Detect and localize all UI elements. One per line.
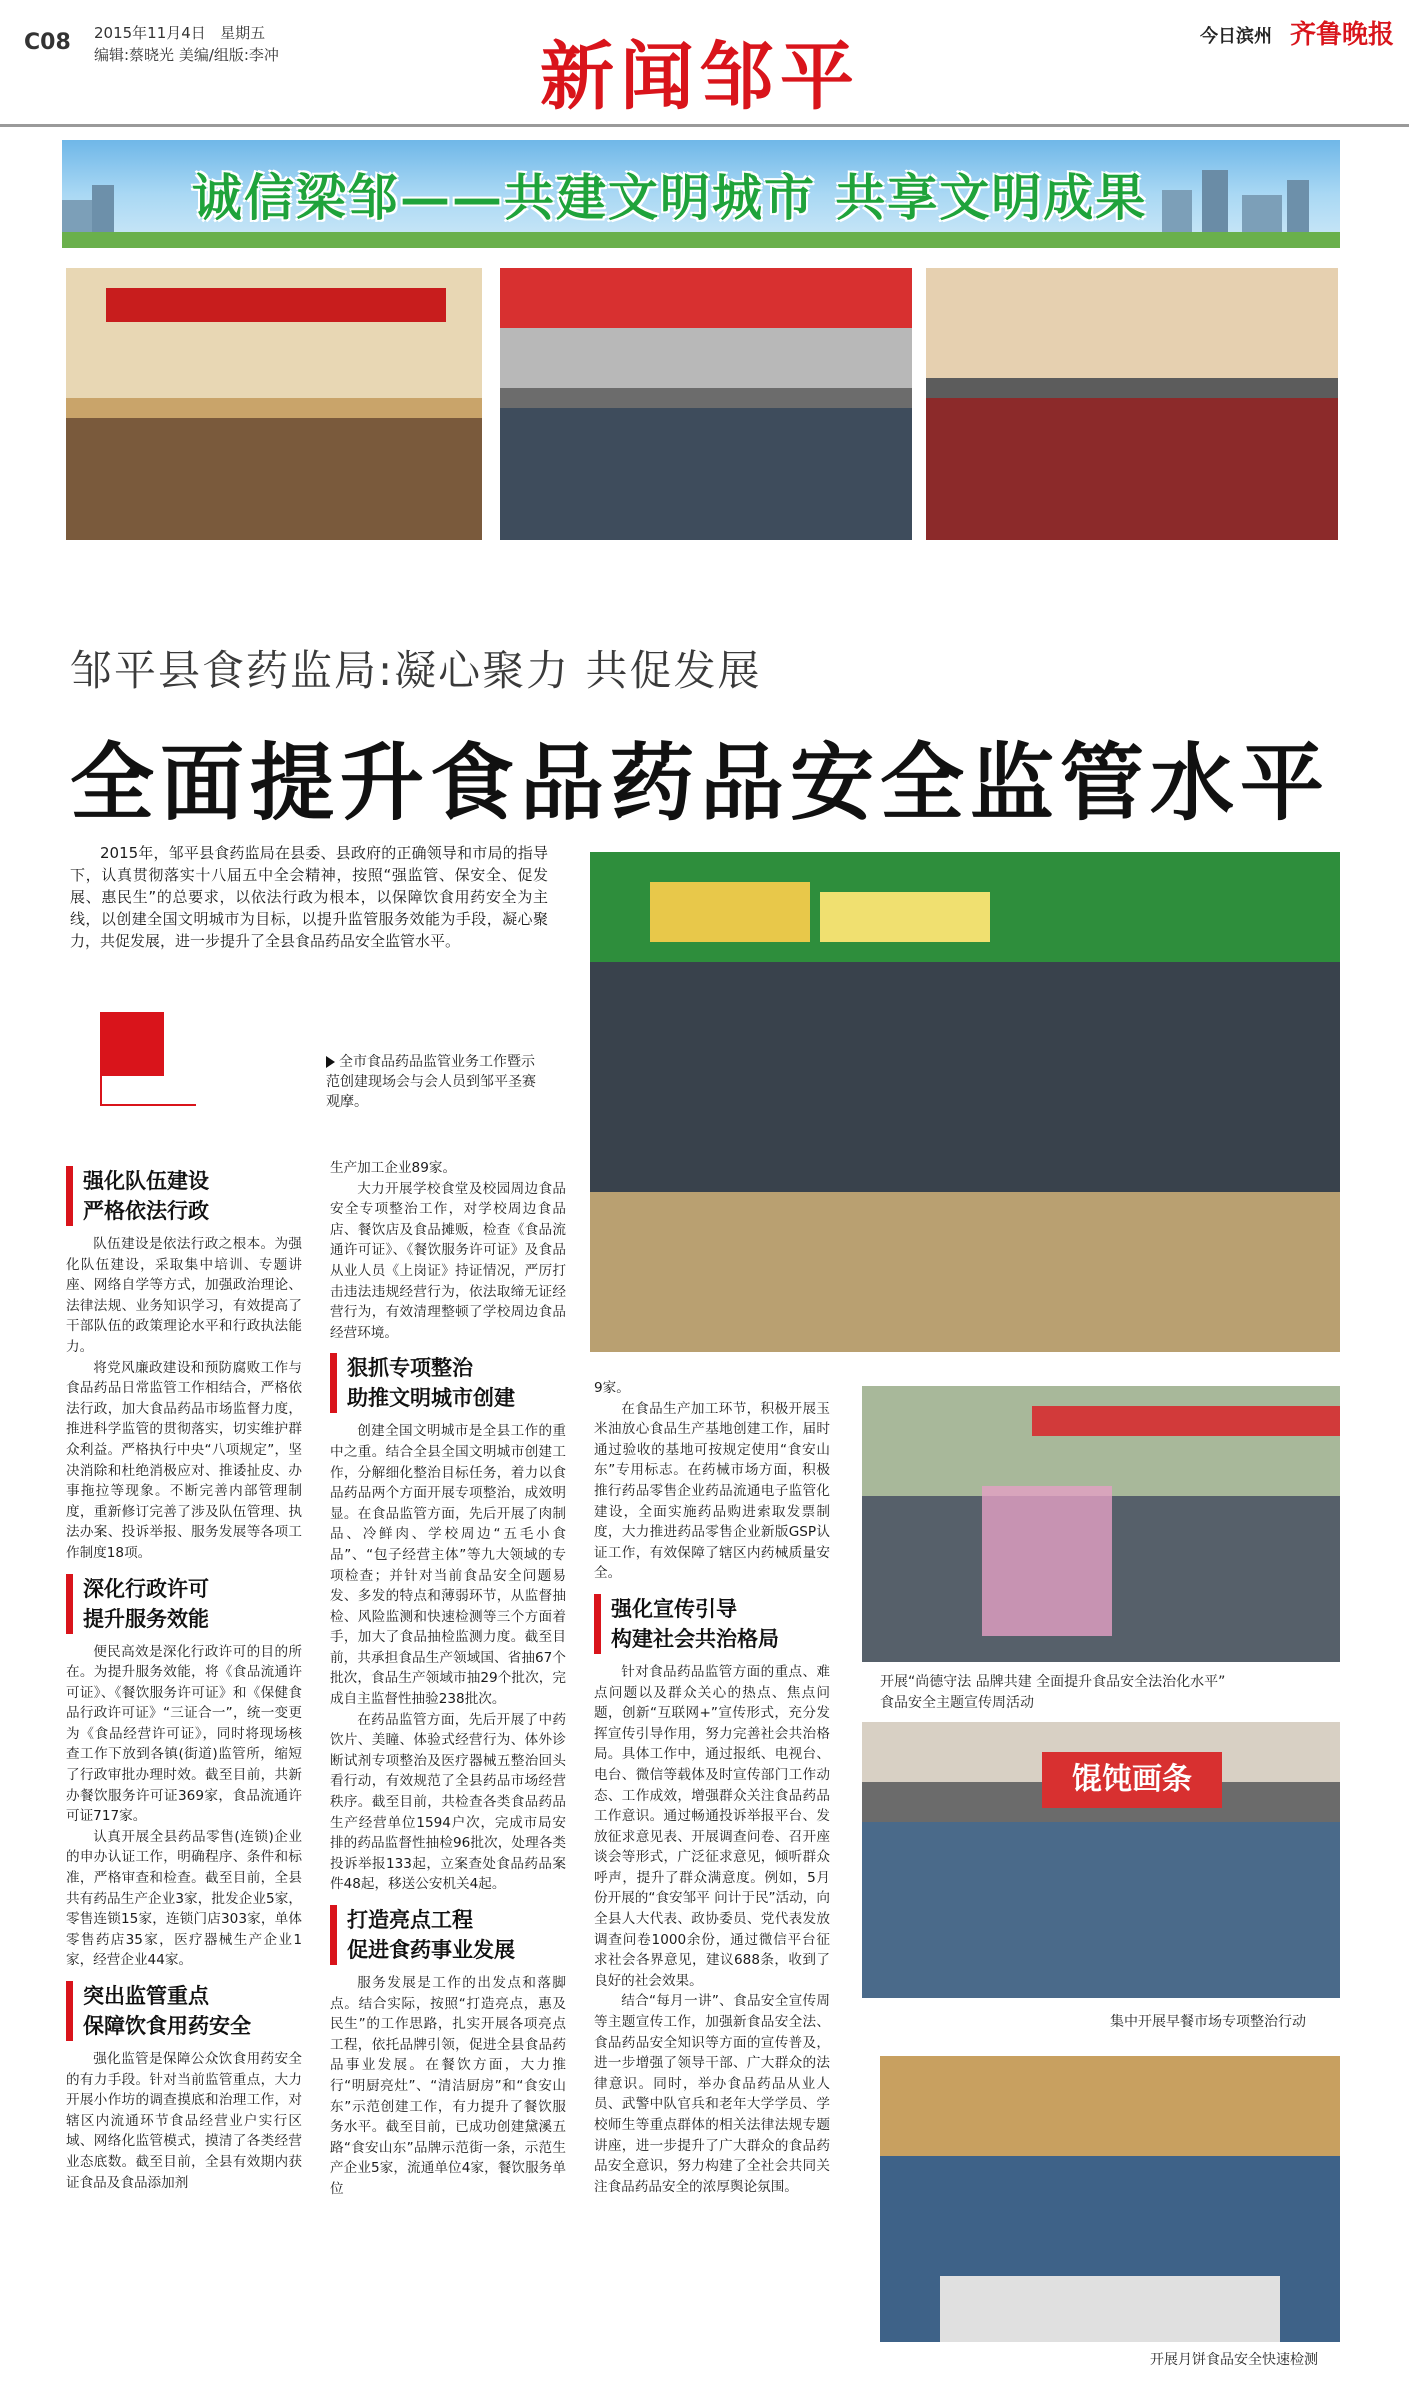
banner-slogan: 诚信梁邹——共建文明城市 共享文明成果 [192,168,1148,227]
photo-banner-sign [936,318,1328,342]
article-subtitle: 邹平县食药监局:凝心聚力 共促发展 [70,646,762,695]
paragraph: 在食品生产加工环节，积极开展玉米油放心食品生产基地创建工作，届时通过验收的基地可按规定使用“食安山东”专用标志。在药械市场方面，积极推行药品零售企业药品流通电子监管化建设，全面实施药品购进索取发票制度，大力推进药品零售企业新版GSP认证工作，有效保障了辖区内药械质量安全。 [594,1400,830,1582]
photo-market-inspection [590,852,1340,1352]
article-column-1 [66,1166,302,2193]
newspaper-logo: 齐鲁晚报 [1290,20,1395,50]
decorative-red-square [100,1012,164,1076]
paragraph: 9家。 [594,1380,630,1396]
slogan-banner [62,140,1340,248]
paragraph: 在药品监管方面，先后开展了中药饮片、美瞳、体验式经营行为、体外诊断试剂专项整治及医疗器械五整治回头看行动，有效规范了全县药品市场经营秩序。截至目前，共检查各类食品药品生产经营单位1594户次，完成市局安排的药品监督性抽检96批次，处理各类投诉举报133起，立案查处食品药品案件48起，移送公安机关4起。 [330,1711,566,1893]
decorative-frame [100,1076,196,1106]
photo-caption-publicity-week [880,1672,1225,1714]
article-column-2 [330,1158,566,2200]
photo-banner-sign [106,288,446,322]
section-heading [330,1905,566,1965]
section-name: 今日滨州 [1200,26,1272,47]
section-heading-line: 严格依法行政 [83,1199,209,1223]
paragraph: 服务发展是工作的出发点和落脚点。结合实际，按照“打造亮点，惠及民生”的工作思路，扎实开展各项亮点工程，依托品牌引领，促进全县食品药品事业发展。在餐饮方面，大力推行“明厨亮灶”、“清洁厨房”和“食安山东”示范创建工作，有力提升了餐饮服务水平。截至目前，已成功创建黛溪五路“食安山东”品牌示范街一条，示范生产企业5家，流通单位4家，餐饮服务单位 [330,1975,566,2197]
section-heading-line: 构建社会共治格局 [611,1626,779,1651]
paragraph: 结合“每月一讲”、食品安全宣传周等主题宣传工作，加强新食品安全法、食品药品安全知识等方面的宣传普及，进一步增强了领导干部、广大群众的法律意识。同时，举办食品药品从业人员、武警中队官兵和老年大学学员、学校师生等重点群体的相关法律法规专题讲座，进一步提升了广大群众的食品药品安全意识，努力构建了全社会共同关注食品药品安全的浓厚舆论氛围。 [594,1993,830,2195]
article-column-3 [594,1378,830,2197]
paragraph: 便民高效是深化行政许可的目的所在。为提升服务效能，将《食品流通许可证》、《餐饮服务许可证》和《保健食品行政许可证》“三证合一”，统一变更为《食品经营许可证》，同时将现场核查工作下放到各镇(街道)监管所，缩短了行政审批办理时效。截至目前，共新办餐饮服务许可证369家，食品流通许可证717家。 [66,1643,302,1825]
section-heading-line: 提升服务效能 [83,1606,209,1631]
caption-line: 开展“尚德守法 品牌共建 全面提升食品安全法治化水平” [880,1674,1226,1690]
paragraph: 将党风廉政建设和预防腐败工作与食品药品日常监管工作相结合，严格依法行政，加大食品药品市场监督力度，推进科学监管的贯彻落实，切实维护群众利益。严格执行中央“八项规定”，坚决消除和杜绝消极应对、推诿扯皮、办事拖拉等现象。不断完善内部管理制度，重新修订完善了涉及队伍管理、执法办案、投诉举报、服务发展等各项工作制度18项。 [66,1359,302,1561]
section-heading-line: 强化队伍建设 [83,1169,209,1193]
section-heading-line: 保障饮食用药安全 [83,2014,251,2038]
paragraph: 创建全国文明城市是全县工作的重中之重。结合全县全国文明城市创建工作，分解细化整治目标任务，着力以食品药品两个方面开展专项整治，成效明显。在食品监管方面，先后开展了肉制品、冷鲜肉、学校周边“五毛小食品”、“包子经营主体”等九大领域的专项检查；并针对当前食品安全问题易发、多发的特点和薄弱环节，从监督抽检、风险监测和快速检测等三个方面着手，加大了食品抽检监测力度。截至目前，共承担食品生产领域国、省抽67个批次，食品生产领域市抽29个批次，完成自主监督性抽验238批次。 [330,1423,566,1708]
photo-breakfast-inspection [862,1722,1340,1998]
paragraph: 针对食品药品监管方面的重点、难点问题以及群众关心的热点、焦点问题，创新“互联网+”宣传形式，充分发挥宣传引导作用，努力完善社会共治格局。具体工作中，通过报纸、电视台、电台、微信等载体及时宣传部门工作动态、工作成效，增强群众关注食品药品工作意识。通过畅通投诉举报平台、发放征求意见表、开展调查问卷、召开座谈会等形式，广泛征求意见，倾听群众呼声，提升了群众满意度。例如，5月份开展的“食安邹平 问计于民”活动，向全县人大代表、政协委员、党代表发放调查问卷1000余份，通过微信平台征求社会各界意见，建议688条，收到了良好的社会效果。 [594,1663,830,1989]
paragraph: 大力开展学校食堂及校园周边食品安全专项整治工作，对学校周边食品店、餐饮店及食品摊贩，检查《食品流通许可证》、《餐饮服务许可证》及食品从业人员《上岗证》持证情况，严厉打击违法违规经营行为，依法取缔无证经营行为，有效清理整顿了学校周边食品经营环境。 [330,1180,566,1341]
section-heading [66,1166,302,1226]
weekday: 星期五 [220,24,266,42]
section-heading-line: 助推文明城市创建 [347,1386,515,1411]
main-photo-caption [326,1052,548,1112]
section-heading-line: 深化行政许可 [83,1576,209,1601]
paragraph: 强化监管是保障公众饮食用药安全的有力手段。针对当前监管重点，大力开展小作坊的调查摸底和治理工作，对辖区内流通环节食品经营业户实行区域、网络化监管模式，摸清了各类经营业态底数。截至目前，全县有效期内获证食品及食品添加剂 [66,2051,302,2191]
section-heading [66,1574,302,1634]
paragraph: 认真开展全县药品零售(连锁)企业的申办认证工作，明确程序、条件和标准，严格审查和检查。截至目前，全县共有药品生产企业3家，批发企业5家，零售连锁15家，连锁门店303家，单体零售药店35家，医疗器械生产企业1家，经营企业44家。 [66,1828,302,1969]
photo-mooncake-testing [880,2056,1340,2342]
photo-award-ceremony [926,268,1338,540]
photo-publicity-week [862,1386,1340,1662]
caption-text: 全市食品药品监管业务工作暨示范创建现场会与会人员到邹平圣赛观摩。 [326,1054,536,1110]
article-headline: 全面提升食品药品安全监管水平 [70,733,1331,832]
section-heading [66,1981,302,2041]
paragraph: 生产加工企业89家。 [330,1160,457,1176]
section-heading-line: 强化宣传引导 [611,1596,737,1621]
masthead: 新闻邹平 [540,34,860,120]
shop-sign: 馄饨画条 [1042,1752,1222,1808]
paragraph: 队伍建设是依法行政之根本。为强化队伍建设，采取集中培训、专题讲座、网络自学等方式，加强政治理论、法律法规、业务知识学习，有效提高了干部队伍的政策理论水平和行政执法能力。 [66,1236,302,1355]
caption-line: 食品安全主题宣传周活动 [880,1695,1034,1711]
photo-caption-mooncake-testing: 开展月饼食品安全快速检测 [1150,2352,1318,2368]
section-heading [594,1594,830,1654]
section-heading-line: 促进食药事业发展 [347,1938,515,1962]
photo-report-meeting [66,268,482,540]
header-divider [0,124,1409,127]
caption-arrow-icon [326,1056,335,1068]
date: 2015年11月4日 [94,24,206,42]
section-heading [330,1353,566,1413]
photo-caption-breakfast-inspection: 集中开展早餐市场专项整治行动 [1110,2014,1306,2030]
editor-line: 编辑:蔡晓光 美编/组版:李冲 [94,46,279,64]
section-heading-line: 打造亮点工程 [347,1908,473,1932]
section-heading-line: 突出监管重点 [83,1984,209,2008]
section-heading-line: 狠抓专项整治 [347,1356,473,1381]
issue-date [94,22,265,43]
photo-base-mobilization [500,268,912,540]
article-lead: 2015年，邹平县食药监局在县委、县政府的正确领导和市局的指导下，认真贯彻落实十八届五中全会精神，按照“强监管、保安全、促发展、惠民生”的总要求，以依法行政为根本，以保障饮食用药安全为主线，以创建全国文明城市为目标，以提升监管服务效能为手段，凝心聚力，共促发展，进一步提升了全县食品药品安全监管水平。 [70,844,548,950]
page-number: C08 [24,30,71,55]
